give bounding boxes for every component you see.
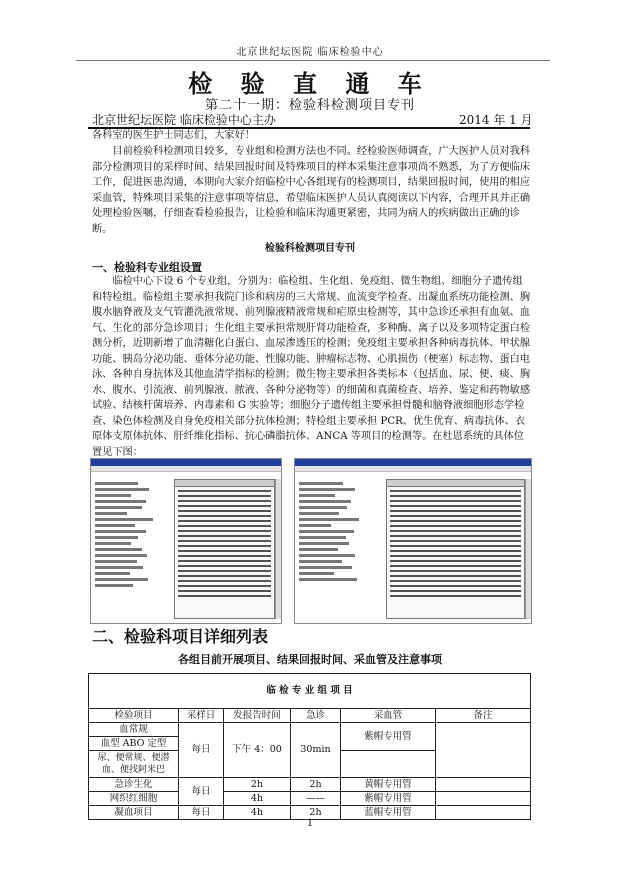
cell-report: 2h — [224, 778, 291, 792]
cell-item: 血常规 — [89, 723, 179, 737]
cell-tube: 紫帽专用管 — [341, 792, 436, 806]
table-row — [89, 778, 531, 792]
system-screenshot-left — [90, 458, 282, 624]
col-header: 备注 — [436, 709, 531, 723]
cell-day: 每日 — [179, 778, 224, 806]
cell-tube: 蓝帽专用管 — [341, 806, 436, 820]
cell-tube — [341, 751, 436, 778]
table-caption: 各组目前开展项目、结果回报时间、采血管及注意事项 — [178, 653, 442, 666]
table-header-row — [89, 709, 531, 723]
table-group-title: 临 检 专 业 组 项 目 — [89, 674, 531, 709]
cell-item: 网织红细胞 — [89, 792, 179, 806]
cell-day: 每日 — [179, 723, 224, 778]
cell-note — [436, 723, 531, 778]
system-screenshot-right — [294, 458, 532, 624]
col-header: 采血管 — [341, 709, 436, 723]
cell-report: 下午 4：00 — [224, 723, 291, 778]
cell-day: 每日 — [179, 806, 224, 820]
cell-item: 尿、便常规、便潜血、便找阿米巴 — [89, 751, 179, 778]
cell-note — [436, 792, 531, 806]
section-1-body: 临检中心下设 6 个专业组，分别为：临检组、生化组、免疫组、微生物组、细胞分子遗传组和特检组。临检组主要承担我院门诊和病房的三大常规、血流变学检查、出凝血系统功能检测、胸腹水脑脊液及支气管灌洗液常规、前列腺液精液常规和疟原虫检测等，其中急诊还承担有血氨、血气、生化的部分急诊项目；生化组主要承担常规肝肾功能检查，多种酶、离子以及多项特定蛋白检测分析，近期新增了血清糖化白蛋白、血尿渗透压的检测；免疫组主要承担各种病毒抗体、甲状腺功能、胰岛分泌功能、垂体分泌功能、性腺功能、肿瘤标志物、心肌损伤（梗塞）标志物、蛋白电泳、各种自身抗体及其他血清学指标的检测；微生物主要承担各类标本（包括血、尿、便、痰、胸水、腹水、引流液、前列腺液、脓液、各种分泌物等）的细菌和真菌检查、培养、鉴定和药物敏感试验、结核杆菌培养、内毒素和 G 实验等；细胞分子遗传组主要承担骨髓和脑脊液细胞形态学检查、染色体检测及自身免疫相关部分抗体检测；特检组主要承担 PCR、优生优育、病毒抗体、衣原体支原体抗体、肝纤维化指标、抗心磷脂抗体、ANCA 等项目的检测等。在杜恩系统的具体位置见下图： — [92, 276, 531, 458]
col-header: 急诊 — [291, 709, 341, 723]
cell-tube: 黄帽专用管 — [341, 778, 436, 792]
cell-item: 凝血项目 — [89, 806, 179, 820]
col-header: 采样日 — [179, 709, 224, 723]
table-row — [89, 792, 531, 806]
cell-er: —— — [291, 792, 341, 806]
cell-item: 急诊生化 — [89, 778, 179, 792]
section-1-heading: 一、检验科专业组设置 — [92, 261, 202, 274]
cell-report: 4h — [224, 806, 291, 820]
table-row — [89, 723, 531, 737]
section-2-heading: 二、检验科项目详细列表 — [92, 627, 269, 646]
cell-report: 4h — [224, 792, 291, 806]
lab-items-table — [88, 673, 531, 820]
cell-er: 2h — [291, 778, 341, 792]
cell-er: 2h — [291, 806, 341, 820]
publisher: 北京世纪坛医院 临床检验中心主办 — [92, 113, 276, 127]
intro-paragraph: 目前检验科检测项目较多，专业组和检测方法也不同。经检验医师调查，广大医护人员对我科部分检测项目的采样时间、结果回报时间及特殊项目的样本采集注意事项尚不熟悉，为了方便临床工作，促进医患沟通，本期向大家介绍临检中心各组现有的检测项目，结果回报时间，使用的相应采血管，特殊项目采集的注意事项等信息，希望临床医护人员认真阅读以下内容，合理开具并正确处理检验医嘱，仔细查看检验报告，让检验和临床沟通更紧密，共同为病人的疾病做出正确的诊断。 — [92, 146, 531, 235]
col-header: 发报告时间 — [224, 709, 291, 723]
cell-tube: 紫帽专用管 — [341, 723, 436, 751]
newsletter-title: 检 验 直 通 车 — [188, 69, 432, 98]
header-divider — [76, 60, 550, 61]
cell-note — [436, 778, 531, 792]
greeting: 各科室的医生护士同志们，大家好！ — [92, 130, 255, 141]
page-number: 1 — [306, 818, 314, 829]
issue-subtitle: 第二十一期：检验科检测项目专刊 — [204, 98, 415, 113]
section-title: 检验科检测项目专刊 — [265, 243, 355, 254]
cell-er: 30min — [291, 723, 341, 778]
cell-item: 血型 ABO 定型 — [89, 737, 179, 751]
issue-date: 2014 年 1 月 — [459, 113, 533, 127]
running-header: 北京世纪坛医院 临床检验中心 — [236, 47, 384, 58]
col-header: 检验项目 — [89, 709, 179, 723]
